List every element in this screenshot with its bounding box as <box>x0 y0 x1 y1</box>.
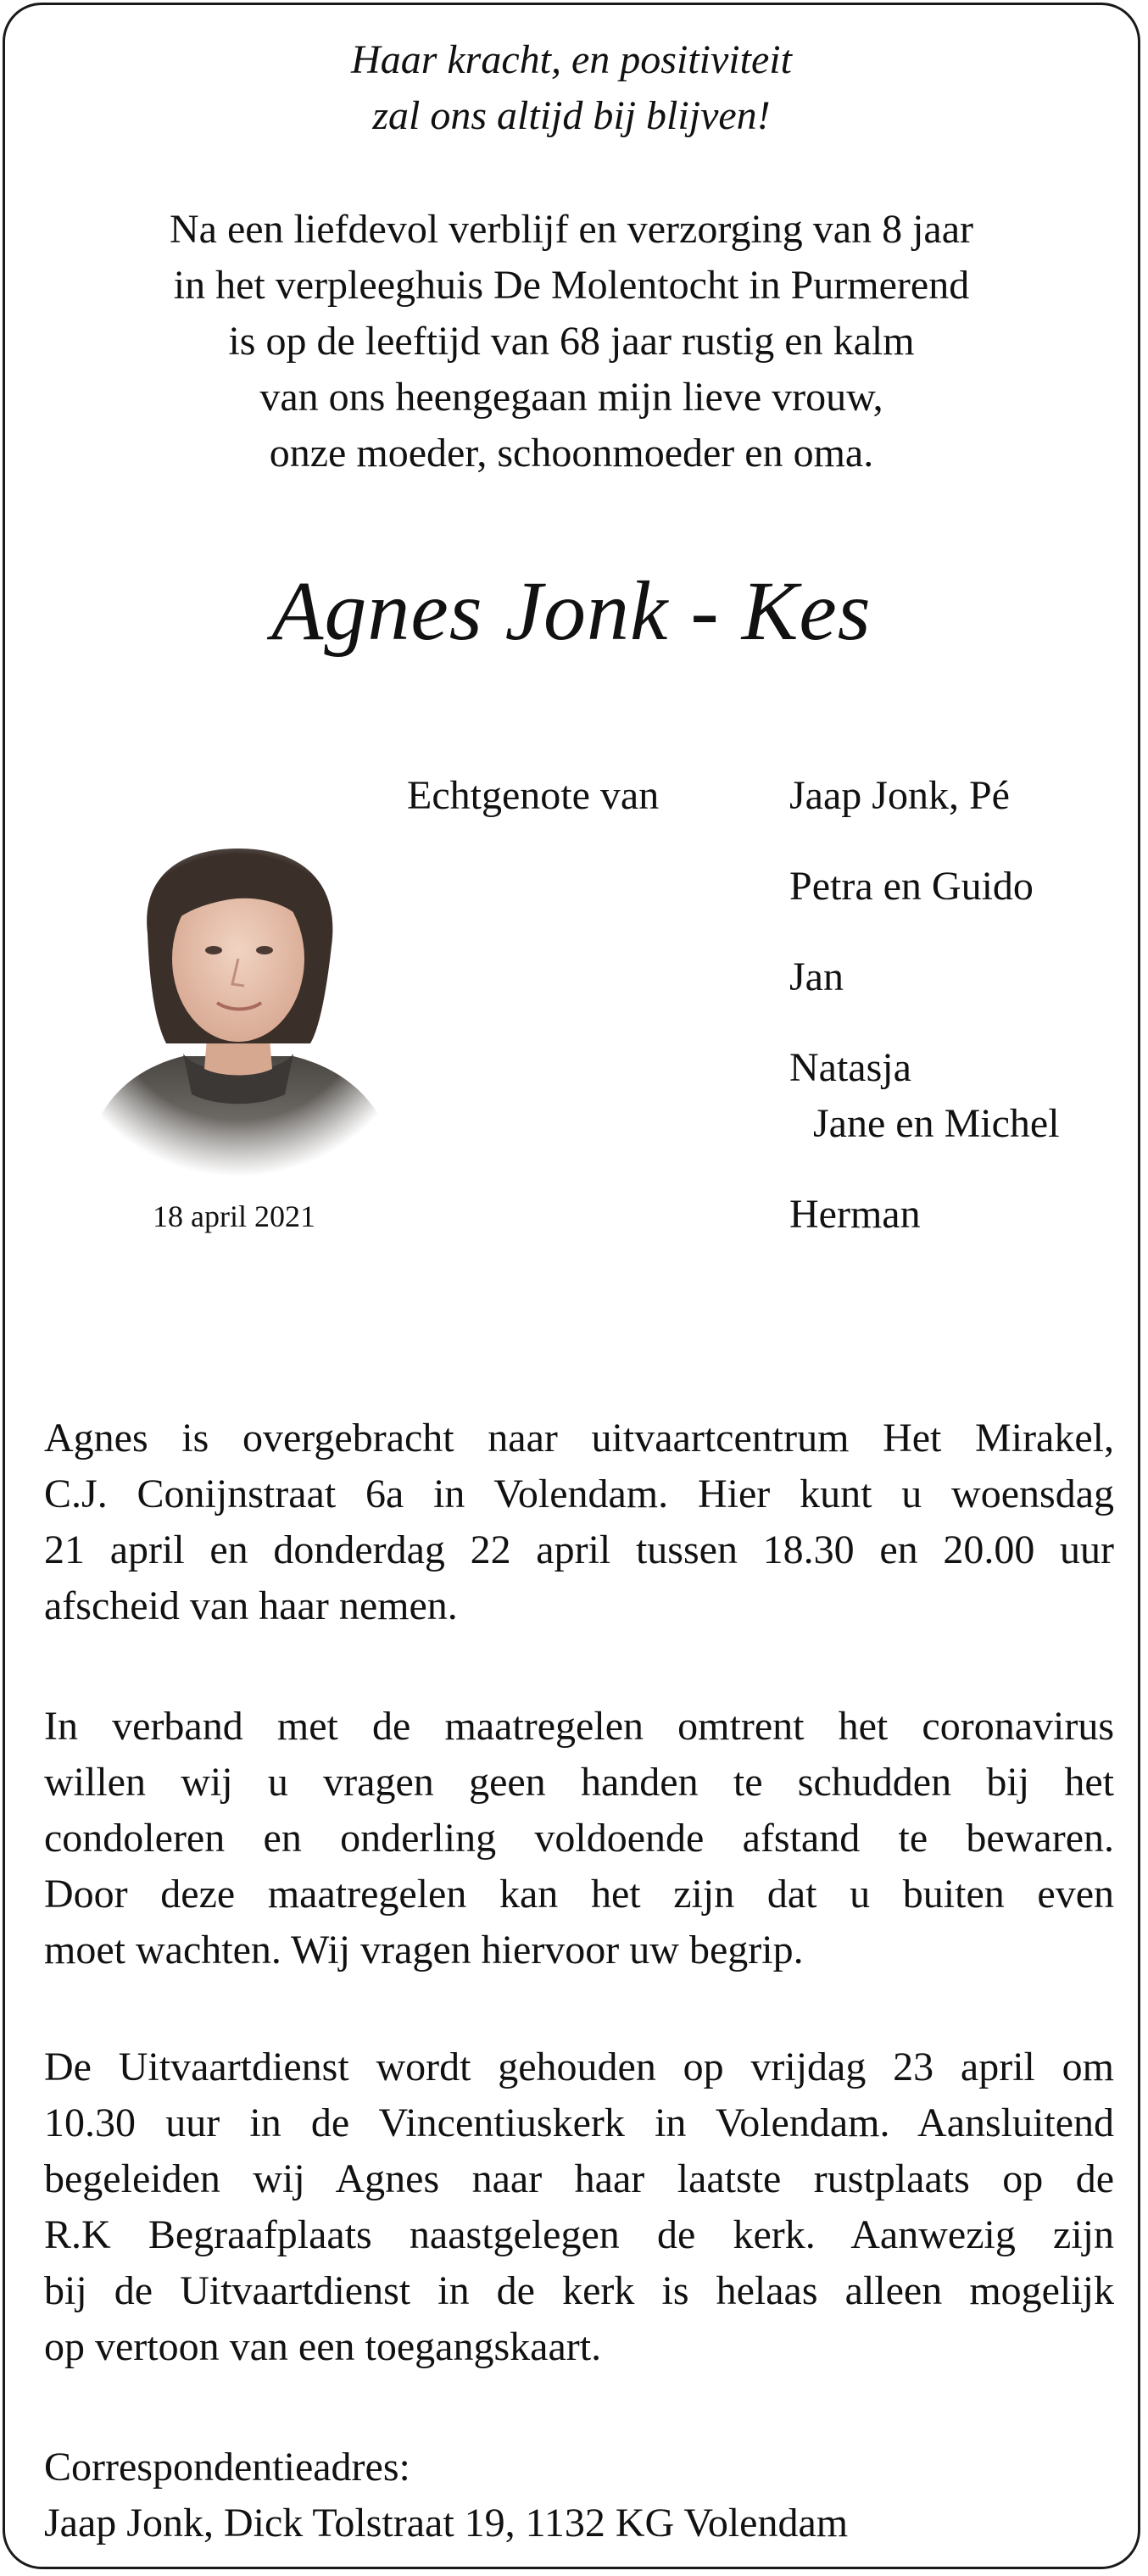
deceased-name: Agnes Jonk - Kes <box>271 564 872 658</box>
motto-line: Haar kracht, en positiviteit <box>351 37 792 82</box>
motto <box>5 32 1138 144</box>
portrait-photo <box>56 823 421 1188</box>
motto-line: zal ons altijd bij blijven! <box>372 93 771 138</box>
relatives-list <box>789 768 1060 1277</box>
paragraph-line: 21 april en donderdag 22 april tussen 18.30 en 20.00 uur <box>44 1527 1114 1572</box>
paragraph-line: op vertoon van een toegangskaart. <box>44 2324 602 2369</box>
correspondence-address <box>44 2440 1114 2551</box>
viewing-paragraph <box>44 1410 1114 1634</box>
paragraph-line: bij de Uitvaartdienst in de kerk is helaas alleen mogelijk <box>44 2268 1114 2313</box>
paragraph-line: moet wachten. Wij vragen hiervoor uw begrip. <box>44 1928 804 1972</box>
paragraph-line: afscheid van haar nemen. <box>44 1583 458 1628</box>
paragraph-line: Agnes is overgebracht naar uitvaartcentrum Het Mirakel, <box>44 1416 1114 1460</box>
paragraph-line: willen wij u vragen geen handen te schudden bij het <box>44 1760 1114 1805</box>
relative-child: Herman <box>789 1192 921 1237</box>
corona-paragraph <box>44 1699 1114 1978</box>
paragraph-line: In verband met de maatregelen omtrent het coronavirus <box>44 1704 1114 1749</box>
relative-child: Petra en Guido <box>789 864 1034 909</box>
relative-child: Jan <box>789 954 844 999</box>
service-paragraph <box>44 2039 1114 2375</box>
correspondence-line: Jaap Jonk, Dick Tolstraat 19, 1132 KG Volendam <box>44 2501 849 2545</box>
photo-date: 18 april 2021 <box>153 1199 315 1233</box>
intro-line: is op de leeftijd van 68 jaar rustig en kalm <box>228 319 915 364</box>
relative-family-group <box>789 1040 1060 1187</box>
intro-line: Na een liefdevol verblijf en verzorging van 8 jaar <box>169 207 974 252</box>
relative-spouse: Jaap Jonk, Pé <box>789 773 1010 818</box>
paragraph-line: condoleren en onderling voldoende afstand te bewaren. <box>44 1816 1114 1861</box>
paragraph-line: R.K Begraafplaats naastgelegen de kerk. Aanwezig zijn <box>44 2212 1114 2257</box>
spouse-label: Echtgenote van <box>407 773 660 818</box>
paragraph-line: 10.30 uur in de Vincentiuskerk in Volendam. Aansluitend <box>44 2100 1114 2145</box>
intro-line: in het verpleeghuis De Molentocht in Purmerend <box>173 263 970 308</box>
paragraph-line: C.J. Conijnstraat 6a in Volendam. Hier kunt u woensdag <box>44 1472 1114 1516</box>
correspondence-label: Correspondentieadres: <box>44 2445 410 2490</box>
intro-line: van ons heengegaan mijn lieve vrouw, <box>259 375 883 420</box>
relative-grandchildren: Jane en Michel <box>813 1101 1060 1146</box>
paragraph-line: begeleiden wij Agnes naar haar laatste rustplaats op de <box>44 2156 1114 2201</box>
relative-child: Natasja <box>789 1045 911 1090</box>
obituary-card <box>3 3 1140 2569</box>
paragraph-line: Door deze maatregelen kan het zijn dat u buiten even <box>44 1872 1114 1917</box>
intro-text <box>5 202 1138 481</box>
paragraph-line: De Uitvaartdienst wordt gehouden op vrijdag 23 april om <box>44 2045 1114 2089</box>
intro-line: onze moeder, schoonmoeder en oma. <box>269 431 874 476</box>
